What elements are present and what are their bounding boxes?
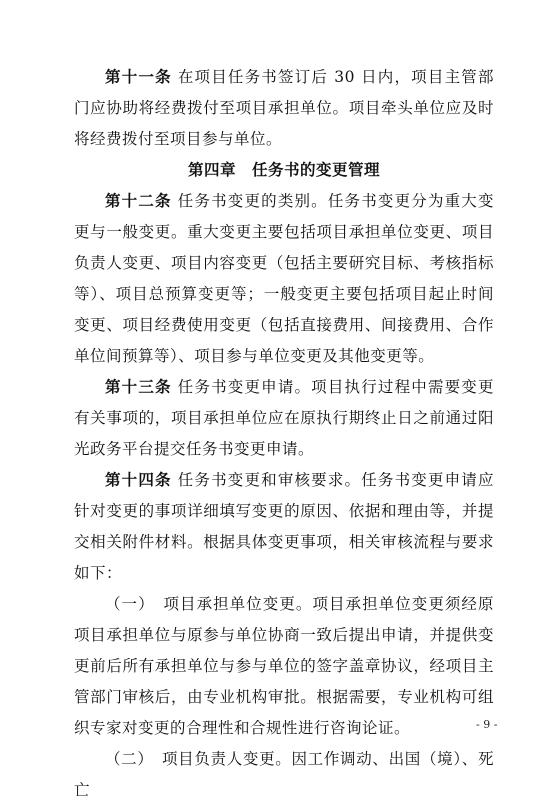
article-12 [74,186,494,372]
article-13-text: 任务书变更申请。项目执行过程中需要变更有关事项的，项目承担单位应在原执行期终止日之前通过阳光政务平台提交任务书变更申请。 [74,378,494,458]
article-13-label: 第十三条 [105,378,172,396]
article-14 [74,465,494,589]
page-number: - 9 - [476,718,498,731]
article-12-text: 任务书变更的类别。任务书变更分为重大变更与一般变更。重大变更主要包括项目承担单位变更、项目负责人变更、项目内容变更（包括主要研究目标、考核指标等）、项目总预算变更等；一般变更主要包括项目起止时间变更、项目经费使用变更（包括直接费用、间接费用、合作单位间预算等）、项目参与单位变更及其他变更等。 [74,192,494,365]
item-2-text: （二） 项目负责人变更。因工作调动、出国（境）、死亡 [74,750,494,799]
item-2 [74,744,494,806]
article-11-label: 第十一条 [105,68,172,86]
article-14-text: 任务书变更和审核要求。任务书变更申请应针对变更的事项详细填写变更的原因、依据和理由等，并提交相关附件材料。根据具体变更事项，相关审核流程与要求如下： [74,471,494,582]
item-1-text: （一） 项目承担单位变更。项目承担单位变更须经原项目承担单位与原参与单位协商一致后提出申请，并提供变更前后所有承担单位与参与单位的签字盖章协议，经项目主管部门审核后，由专业机构审批。根据需要，专业机构可组织专家对变更的合理性和合规性进行咨询论证。 [74,595,494,737]
document-body [74,62,494,806]
chapter-4-heading: 第四章 任务书的变更管理 [187,161,380,179]
article-13 [74,372,494,465]
item-1 [74,589,494,744]
article-14-label: 第十四条 [105,471,172,489]
article-11 [74,62,494,155]
article-12-label: 第十二条 [105,192,172,210]
article-11-text: 在项目任务书签订后 30 日内，项目主管部门应协助将经费拨付至项目承担单位。项目牵头单位应及时将经费拨付至项目参与单位。 [74,68,494,148]
